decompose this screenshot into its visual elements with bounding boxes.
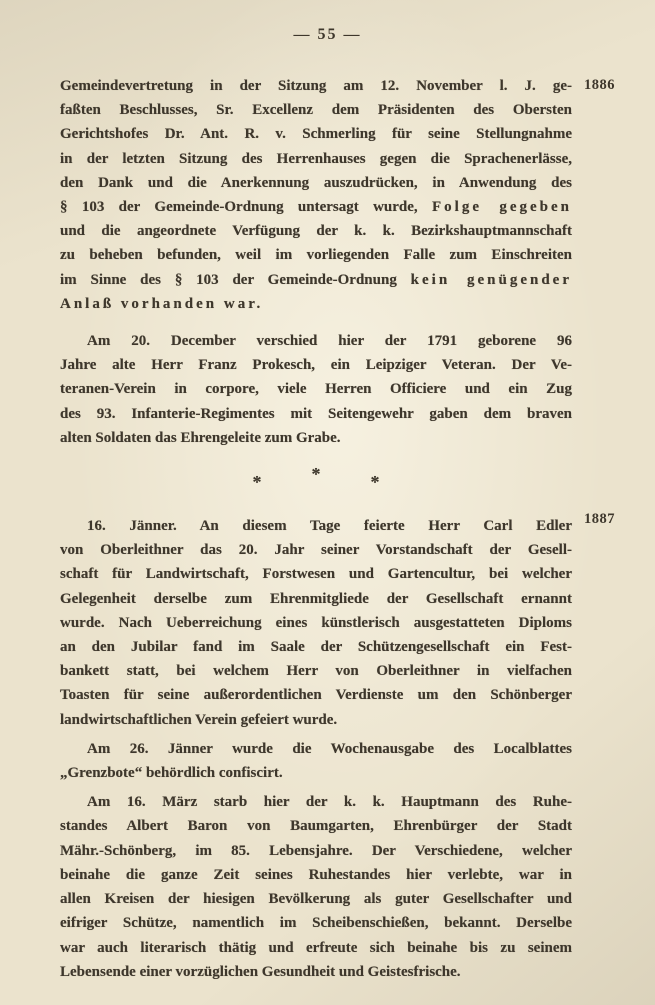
text-line (60, 936, 572, 960)
text-line (60, 426, 572, 450)
text-segment: Gemeindevertretung in der Sitzung am 12. November l. J. ge- (60, 78, 572, 94)
text-segment: Mähr.-Schönberg, im 85. Lebensjahre. Der Verschiedene, welcher (60, 842, 572, 859)
text-line (60, 814, 572, 838)
text-line (60, 353, 572, 377)
text-line (60, 122, 572, 146)
text-segment: Jahre alte Herr Franz Prokesch, ein Leipziger Veteran. Der Ve- (60, 357, 572, 374)
text-line (60, 268, 572, 292)
text-line (60, 538, 572, 562)
text-line (60, 147, 572, 171)
text-line (60, 171, 572, 195)
emphasized-text: Anlaß vorhanden war. (60, 295, 264, 312)
asterisk-ornament: * (370, 472, 380, 493)
text-segment: Am 26. Jänner wurde die Wochenausgabe des Localblattes (87, 740, 572, 757)
text-segment: des 93. Infanterie-Regimentes mit Seitengewehr gaben dem braven (60, 405, 572, 422)
paragraph (60, 737, 572, 785)
text-segment: Gelegenheit derselbe zum Ehrenmitgliede der Gesellschaft ernannt (60, 590, 572, 607)
text-line (60, 659, 572, 683)
paragraph (60, 74, 572, 316)
margin-year-1887: 1887 (584, 511, 615, 527)
text-line (60, 402, 572, 426)
text-segment: Am 20. December verschied hier der 1791 geborene 96 (87, 333, 572, 350)
text-segment: war auch literarisch thätig und erfreute sich beinahe bis zu seinem (60, 939, 572, 956)
text-segment: Lebensende einer vorzüglichen Gesundheit und Geistesfrische. (60, 963, 461, 980)
text-segment: zu beheben befunden, weil im vorliegenden Falle zum Einschreiten (60, 247, 572, 264)
text-line (60, 219, 572, 243)
text-line (60, 611, 572, 635)
text-segment: „Grenzbote“ behördlich confiscirt. (60, 765, 283, 782)
text-segment: 16. Jänner. An diesem Tage feierte Herr Carl Edler (87, 518, 572, 535)
paragraph (60, 514, 572, 732)
text-segment: bankett statt, bei welchem Herr von Oberleithner in vielfachen (60, 663, 572, 680)
text-segment: faßten Beschlusses, Sr. Excellenz dem Präsidenten des Obersten (60, 102, 572, 119)
page-number: — 55 — (293, 26, 362, 43)
text-line (60, 562, 572, 586)
text-segment: alten Soldaten das Ehrengeleite zum Grabe. (60, 429, 341, 446)
emphasized-text: kein genügender (410, 271, 573, 288)
text-segment: von Oberleithner das 20. Jahr seiner Vorstandschaft der Gesell- (60, 542, 572, 559)
text-line (60, 839, 572, 863)
text-segment: allen Kreisen der hiesigen Bevölkerung als guter Gesellschafter und (60, 891, 572, 908)
text-segment: § 103 der Gemeinde-Ordnung untersagt wurde, (60, 199, 432, 216)
emphasized-text: Folge gegeben (432, 199, 572, 216)
text-segment: Toasten für seine außerordentlichen Verdienste um den Schönberger (60, 687, 572, 704)
paragraph (60, 329, 572, 450)
text-line (60, 292, 572, 316)
text-segment: Am 16. März starb hier der k. k. Hauptmann des Ruhe- (87, 794, 572, 811)
text-line (60, 683, 572, 707)
text-line (60, 708, 572, 732)
text-line (60, 329, 572, 353)
text-line (60, 887, 572, 911)
text-line (60, 911, 572, 935)
margin-year-1886: 1886 (584, 77, 615, 93)
section-separator (60, 464, 572, 493)
text-segment: schaft für Landwirtschaft, Forstwesen und Gartencultur, bei welcher (60, 566, 572, 583)
text-line (60, 761, 572, 785)
text-line (60, 514, 572, 538)
text-line (60, 243, 572, 267)
text-segment: im Sinne des § 103 der Gemeinde-Ordnung (60, 271, 411, 288)
text-segment: eifriger Schütze, namentlich im Scheibenschießen, bekannt. Derselbe (60, 915, 572, 932)
text-segment: in der letzten Sitzung des Herrenhauses gegen die Sprachenerlässe, (60, 150, 572, 167)
text-line (60, 790, 572, 814)
text-segment: beinahe die ganze Zeit seines Ruhestandes hier verlebte, war in (60, 866, 572, 883)
text-line (60, 960, 572, 984)
text-line (60, 74, 572, 98)
text-line (60, 98, 572, 122)
paragraph (60, 790, 572, 984)
text-segment: an den Jubilar fand im Saale der Schützengesellschaft ein Fest- (60, 639, 572, 656)
text-segment: und die angeordnete Verfügung der k. k. Bezirkshauptmannschaft (60, 223, 572, 240)
text-line (60, 377, 572, 401)
text-segment: teranen-Verein in corpore, viele Herren Officiere und ein Zug (60, 381, 572, 398)
text-segment: standes Albert Baron von Baumgarten, Ehrenbürger der Stadt (60, 818, 572, 835)
asterisk-ornament: * (311, 464, 321, 485)
text-line (60, 863, 572, 887)
text-line (60, 737, 572, 761)
text-segment: Gerichtshofes Dr. Ant. R. v. Schmerling für seine Stellungnahme (60, 126, 572, 143)
text-segment: den Dank und die Anerkennung auszudrücken, in Anwendung des (60, 174, 572, 191)
text-line (60, 635, 572, 659)
text-segment: landwirtschaftlichen Verein gefeiert wurde. (60, 711, 338, 728)
text-segment: wurde. Nach Ueberreichung eines künstlerisch ausgestatteten Diploms (60, 614, 572, 631)
asterisk-ornament: * (252, 472, 262, 493)
text-line (60, 195, 572, 219)
body-text (60, 74, 572, 989)
text-line (60, 587, 572, 611)
